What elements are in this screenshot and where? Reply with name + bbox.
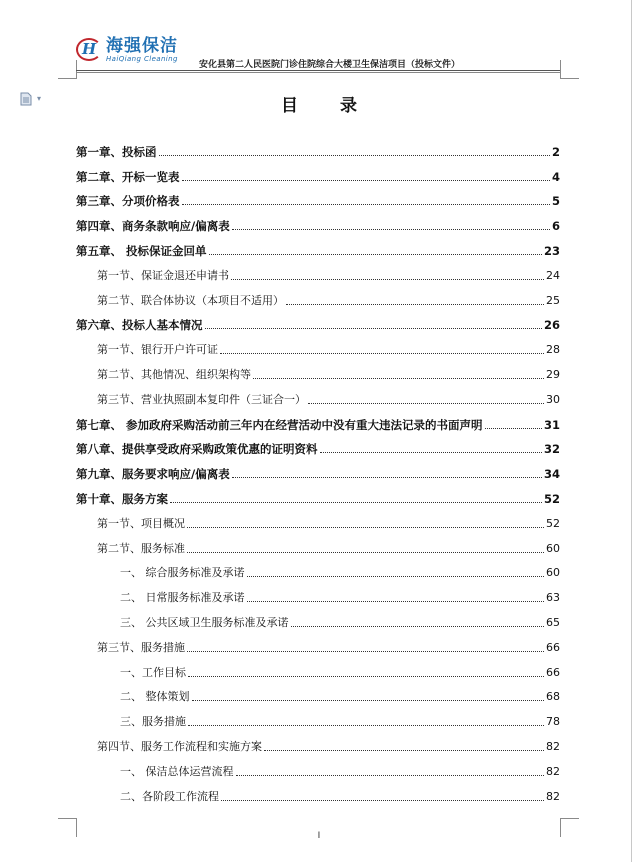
toc-leader-dots <box>291 626 545 627</box>
toc-entry[interactable] <box>76 308 560 333</box>
toc-entry-text: 第二节、其他情况、组织架构等 <box>97 367 251 381</box>
toc-entry[interactable] <box>76 233 560 258</box>
toc-entry-text: 第三节、营业执照副本复印件（三证合一） <box>97 392 306 406</box>
toc-entry-page: 23 <box>543 243 560 258</box>
toc-entry-text: 第一节、保证金退还申请书 <box>97 268 229 282</box>
toc-entry-page: 52 <box>546 516 560 530</box>
toc-entry[interactable] <box>76 655 560 680</box>
toc-entry[interactable] <box>76 332 560 357</box>
toc-entry[interactable] <box>76 630 560 655</box>
toc-entry[interactable] <box>76 580 560 605</box>
toc-leader-dots <box>187 651 544 652</box>
toc-entry-text: 一、 保洁总体运营流程 <box>120 764 234 778</box>
toc-leader-dots <box>320 452 542 453</box>
toc-entry-text: 第四节、服务工作流程和实施方案 <box>97 739 262 753</box>
toc-entry[interactable] <box>76 134 560 159</box>
table-of-contents <box>76 134 560 804</box>
toc-entry-text: 三、服务措施 <box>120 715 186 729</box>
toc-entry-page: 25 <box>546 293 560 307</box>
toc-entry-page: 4 <box>551 169 560 184</box>
page-edge <box>631 0 632 862</box>
toc-entry-text: 二、 整体策划 <box>120 690 190 704</box>
toc-entry[interactable] <box>76 407 560 432</box>
toc-leader-dots <box>182 204 550 205</box>
toc-entry-page: 32 <box>543 442 560 457</box>
toc-entry[interactable] <box>76 680 560 705</box>
toc-entry-text: 第六章、投标人基本情况 <box>76 318 203 333</box>
toc-entry-page: 31 <box>543 417 560 432</box>
header-rule-secondary <box>76 72 560 73</box>
toc-leader-dots <box>188 676 544 677</box>
toc-entry-text: 第一章、投标函 <box>76 144 157 159</box>
toc-entry-text: 二、 日常服务标准及承诺 <box>120 591 245 605</box>
toc-entry-page: 24 <box>546 268 560 282</box>
toc-leader-dots <box>205 328 542 329</box>
toc-leader-dots <box>232 477 542 478</box>
toc-entry[interactable] <box>76 779 560 804</box>
toc-entry-text: 第三节、服务措施 <box>97 640 185 654</box>
toc-leader-dots <box>188 725 544 726</box>
toc-leader-dots <box>209 254 542 255</box>
toc-entry-page: 29 <box>546 367 560 381</box>
toc-entry-page: 60 <box>546 566 560 580</box>
toc-leader-dots <box>264 750 544 751</box>
toc-entry[interactable] <box>76 556 560 581</box>
toc-entry-text: 第八章、提供享受政府采购政策优惠的证明资料 <box>76 442 318 457</box>
toc-leader-dots <box>221 800 544 801</box>
toc-entry[interactable] <box>76 208 560 233</box>
toc-entry-page: 82 <box>546 739 560 753</box>
toc-entry-page: 82 <box>546 789 560 803</box>
toc-entry-text: 三、 公共区域卫生服务标准及承诺 <box>120 615 289 629</box>
toc-leader-dots <box>220 353 544 354</box>
toc-entry[interactable] <box>76 382 560 407</box>
toc-entry-text: 一、 综合服务标准及承诺 <box>120 566 245 580</box>
toc-entry-page: 63 <box>546 591 560 605</box>
toc-leader-dots <box>247 601 545 602</box>
toc-entry-text: 第九章、服务要求响应/偏离表 <box>76 467 230 482</box>
toc-leader-dots <box>253 378 544 379</box>
toc-leader-dots <box>170 502 542 503</box>
toc-leader-dots <box>231 279 544 280</box>
toc-entry[interactable] <box>76 283 560 308</box>
toc-entry-page: 5 <box>551 194 560 209</box>
toc-entry-page: 28 <box>546 343 560 357</box>
header-title: 安化县第二人民医院门诊住院综合大楼卫生保洁项目（投标文件） <box>199 60 461 70</box>
toc-entry-page: 30 <box>546 392 560 406</box>
toc-entry-text: 第一节、银行开户许可证 <box>97 343 218 357</box>
toc-entry-text: 第二节、联合体协议（本项目不适用） <box>97 293 284 307</box>
toc-entry[interactable] <box>76 605 560 630</box>
toc-leader-dots <box>232 229 550 230</box>
toc-leader-dots <box>308 403 544 404</box>
logo-mark-icon <box>76 37 104 63</box>
toc-entry[interactable] <box>76 506 560 531</box>
toc-entry-text: 一、工作目标 <box>120 665 186 679</box>
logo-name-en: HaiQiang Cleaning <box>106 55 178 63</box>
toc-entry[interactable] <box>76 184 560 209</box>
toc-entry-page: 82 <box>546 764 560 778</box>
toc-entry-text: 第二节、服务标准 <box>97 541 185 555</box>
toc-leader-dots <box>236 775 545 776</box>
toc-leader-dots <box>159 155 550 156</box>
toc-entry[interactable] <box>76 704 560 729</box>
crop-mark-top-left <box>58 60 77 79</box>
toc-entry-text: 第二章、开标一览表 <box>76 169 180 184</box>
toc-entry[interactable] <box>76 258 560 283</box>
toc-entry-text: 第三章、分项价格表 <box>76 194 180 209</box>
toc-entry-page: 66 <box>546 665 560 679</box>
toc-leader-dots <box>485 428 542 429</box>
logo-letter: H <box>82 40 97 58</box>
header-rule <box>76 70 560 71</box>
logo-name-cn: 海强保洁 <box>106 36 178 56</box>
toc-entry-page: 26 <box>543 318 560 333</box>
toc-leader-dots <box>192 700 545 701</box>
company-logo <box>76 37 178 63</box>
toc-entry[interactable] <box>76 159 560 184</box>
toc-entry-page: 60 <box>546 541 560 555</box>
toc-entry-text: 第七章、 参加政府采购活动前三年内在经营活动中没有重大违法记录的书面声明 <box>76 417 483 432</box>
toc-leader-dots <box>187 552 544 553</box>
toc-entry-page: 2 <box>551 144 560 159</box>
toc-entry[interactable] <box>76 754 560 779</box>
toc-entry-text: 第十章、服务方案 <box>76 491 168 506</box>
toc-entry-page: 34 <box>543 467 560 482</box>
toc-entry-page: 65 <box>546 615 560 629</box>
toc-leader-dots <box>187 527 544 528</box>
toc-entry-text: 第四章、商务条款响应/偏离表 <box>76 219 230 234</box>
toc-entry[interactable] <box>76 481 560 506</box>
toc-entry-page: 52 <box>543 491 560 506</box>
toc-entry-text: 第五章、 投标保证金回单 <box>76 243 207 258</box>
toc-leader-dots <box>286 304 544 305</box>
toc-leader-dots <box>182 180 550 181</box>
toc-entry-page: 78 <box>546 715 560 729</box>
toc-entry[interactable] <box>76 456 560 481</box>
toc-title: 目 录 <box>281 96 375 116</box>
toc-leader-dots <box>247 576 545 577</box>
toc-entry-text: 第一节、项目概况 <box>97 516 185 530</box>
toc-entry-page: 68 <box>546 690 560 704</box>
toc-entry[interactable] <box>76 357 560 382</box>
toc-entry-page: 66 <box>546 640 560 654</box>
toc-entry[interactable] <box>76 729 560 754</box>
toc-entry-text: 二、各阶段工作流程 <box>120 789 219 803</box>
toc-entry[interactable] <box>76 531 560 556</box>
toc-entry-page: 6 <box>551 219 560 234</box>
toc-entry[interactable] <box>76 432 560 457</box>
crop-mark-top-right <box>560 60 579 79</box>
page-number: I <box>317 831 321 841</box>
chevron-down-icon[interactable]: ▾ <box>37 94 42 103</box>
